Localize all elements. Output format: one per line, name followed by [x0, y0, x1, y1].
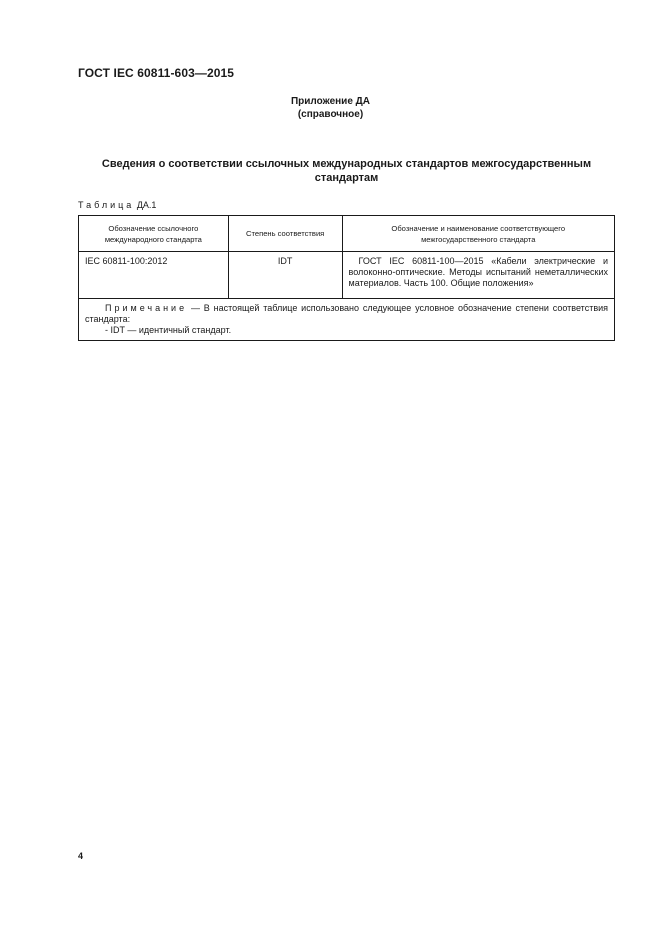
table-label-number: ДА.1: [136, 200, 157, 210]
appendix-subtitle: (справочное): [297, 109, 364, 120]
note-paragraph: [85, 303, 608, 325]
header-degree: Степень соответствия: [228, 216, 342, 252]
table-label: [78, 200, 156, 210]
correspondence-table: [78, 215, 615, 341]
header-interstate-line1: Обозначение и наименование соответствующего: [391, 223, 566, 233]
appendix-heading: [0, 95, 661, 121]
cell-degree: IDT: [228, 252, 342, 299]
appendix-title: Приложение ДА: [290, 96, 371, 107]
table-row: [79, 252, 615, 299]
note-item: - IDT — идентичный стандарт.: [105, 325, 232, 335]
header-interstate-line2: межгосударственного стандарта: [421, 234, 536, 244]
table-note-row: [79, 299, 615, 341]
header-interstate-standard: [342, 216, 614, 252]
document-code: ГОСТ IEC 60811-603—2015: [78, 66, 235, 80]
table-header-row: [79, 216, 615, 252]
table-note: [79, 299, 615, 341]
header-ref-standard-line1: Обозначение ссылочного: [108, 223, 199, 233]
header-ref-standard: [79, 216, 229, 252]
section-title-line2: стандартам: [314, 172, 379, 184]
section-title-line1: Сведения о соответствии ссылочных международных стандартов межгосударственным: [101, 158, 592, 170]
note-label: Примечание: [105, 303, 188, 313]
table-label-word: Таблица: [78, 200, 135, 210]
note-text: — В настоящей таблице использовано следующее условное обозначение степени соответствия стандарта:: [85, 303, 608, 324]
cell-ref-standard: IEC 60811-100:2012: [79, 252, 229, 299]
section-title: [78, 157, 615, 185]
header-ref-standard-line2: международного стандарта: [104, 234, 202, 244]
page-number: 4: [78, 851, 84, 861]
cell-interstate-standard: ГОСТ IEC 60811-100—2015 «Кабели электрические и волоконно-оптические. Методы испытаний неметаллических материалов. Часть 100. Общие положения»: [342, 252, 614, 299]
